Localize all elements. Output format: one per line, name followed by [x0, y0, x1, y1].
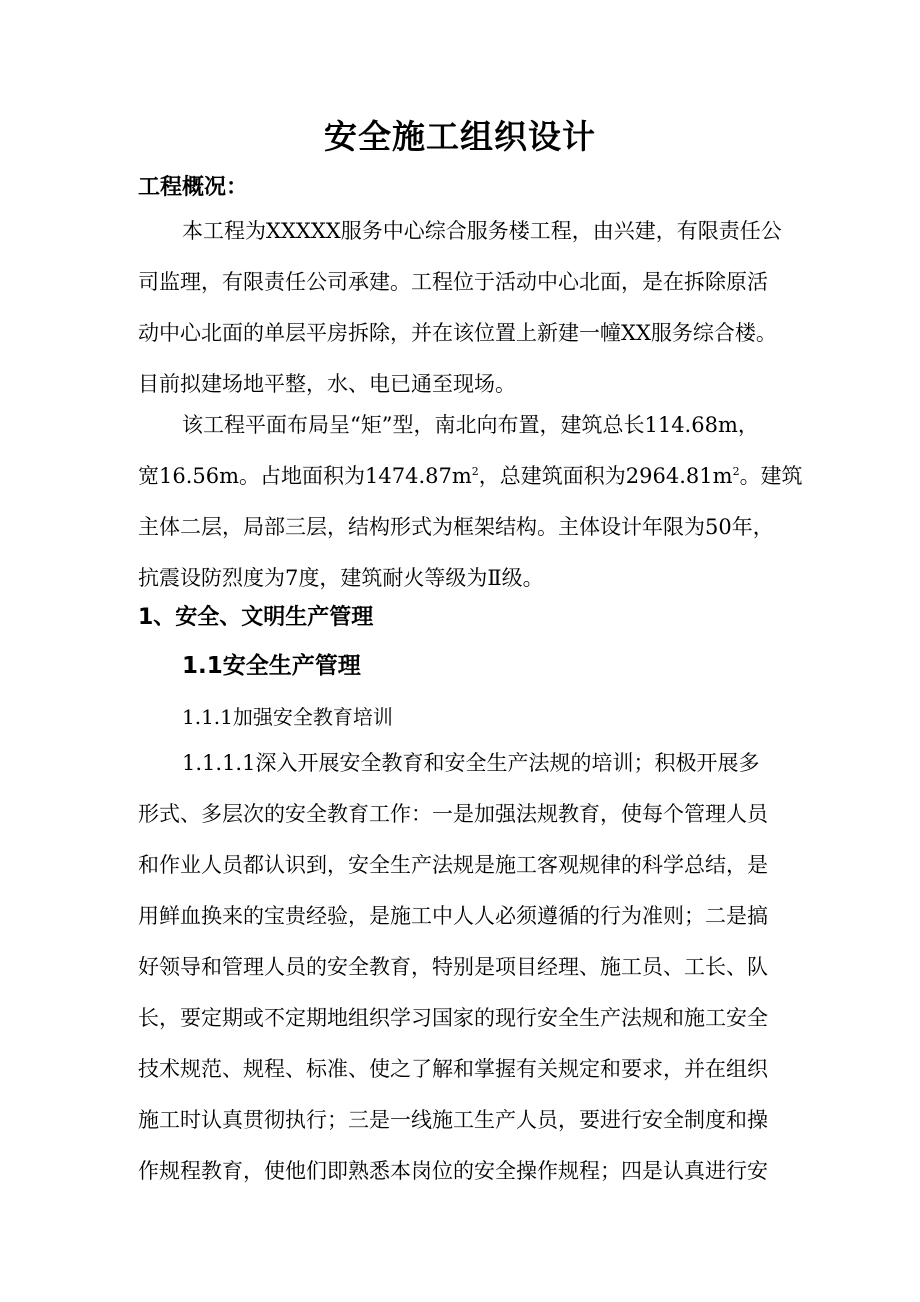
paragraph-line: 作规程教育，使他们即熟悉本岗位的安全操作规程；四是认真进行安: [138, 1159, 768, 1183]
paragraph-line: 1.1.1.1深入开展安全教育和安全生产法规的培训；积极开展多: [182, 751, 760, 775]
overview-paragraph-2: [138, 400, 803, 604]
superscript-2: 2: [471, 465, 479, 478]
area-text-b: ，总建筑面积为2964.81m: [478, 464, 733, 488]
paragraph-line: 该工程平面布局呈“矩”型，南北向布置，建筑总长114.68m，: [182, 413, 759, 437]
paragraph-line: 本工程为XXXXX服务中心综合服务楼工程，由兴建，有限责任公: [182, 219, 782, 243]
document-title: 安全施工组织设计: [324, 117, 596, 156]
paragraph-line-area: [138, 451, 803, 502]
paragraph-line: 抗震设防烈度为7度，建筑耐火等级为Ⅱ级。: [138, 566, 544, 590]
paragraph-line: 和作业人员都认识到，安全生产法规是施工客观规律的科学总结，是: [138, 853, 768, 877]
section-1-heading: 1、安全、文明生产管理: [138, 605, 374, 630]
overview-paragraph-1: [138, 206, 783, 410]
paragraph-line: 形式、多层次的安全教育工作：一是加强法规教育，使每个管理人员: [138, 802, 768, 826]
section-1-1-1-heading: 1.1.1加强安全教育培训: [182, 705, 393, 729]
paragraph-line: 目前拟建场地平整，水、电已通至现场。: [138, 372, 516, 396]
paragraph-line: 司监理，有限责任公司承建。工程位于活动中心北面，是在拆除原活: [138, 270, 768, 294]
paragraph-line: 用鲜血换来的宝贵经验，是施工中人人必须遵循的行为准则；二是搞: [138, 904, 768, 928]
area-text-c: 。建筑: [739, 464, 803, 488]
overview-heading: 工程概况：: [138, 175, 249, 200]
paragraph-line: 长，要定期或不定期地组织学习国家的现行安全生产法规和施工安全: [138, 1006, 768, 1030]
paragraph-line: 好领导和管理人员的安全教育，特别是项目经理、施工员、工长、队: [138, 955, 768, 979]
paragraph-line: 主体二层，局部三层，结构形式为框架结构。主体设计年限为50年，: [138, 515, 774, 539]
area-text-a: 宽16.56m。占地面积为1474.87m: [138, 464, 472, 488]
section-1-1-1-1-paragraph: [138, 738, 783, 1197]
superscript-2: 2: [732, 465, 740, 478]
paragraph-line: 动中心北面的单层平房拆除，并在该位置上新建一幢XX服务综合楼。: [138, 321, 777, 345]
paragraph-line: 施工时认真贯彻执行；三是一线施工生产人员，要进行安全制度和操: [138, 1108, 768, 1132]
section-1-1-heading: 1.1安全生产管理: [182, 653, 361, 679]
paragraph-line: 技术规范、规程、标准、使之了解和掌握有关规定和要求，并在组织: [138, 1057, 768, 1081]
